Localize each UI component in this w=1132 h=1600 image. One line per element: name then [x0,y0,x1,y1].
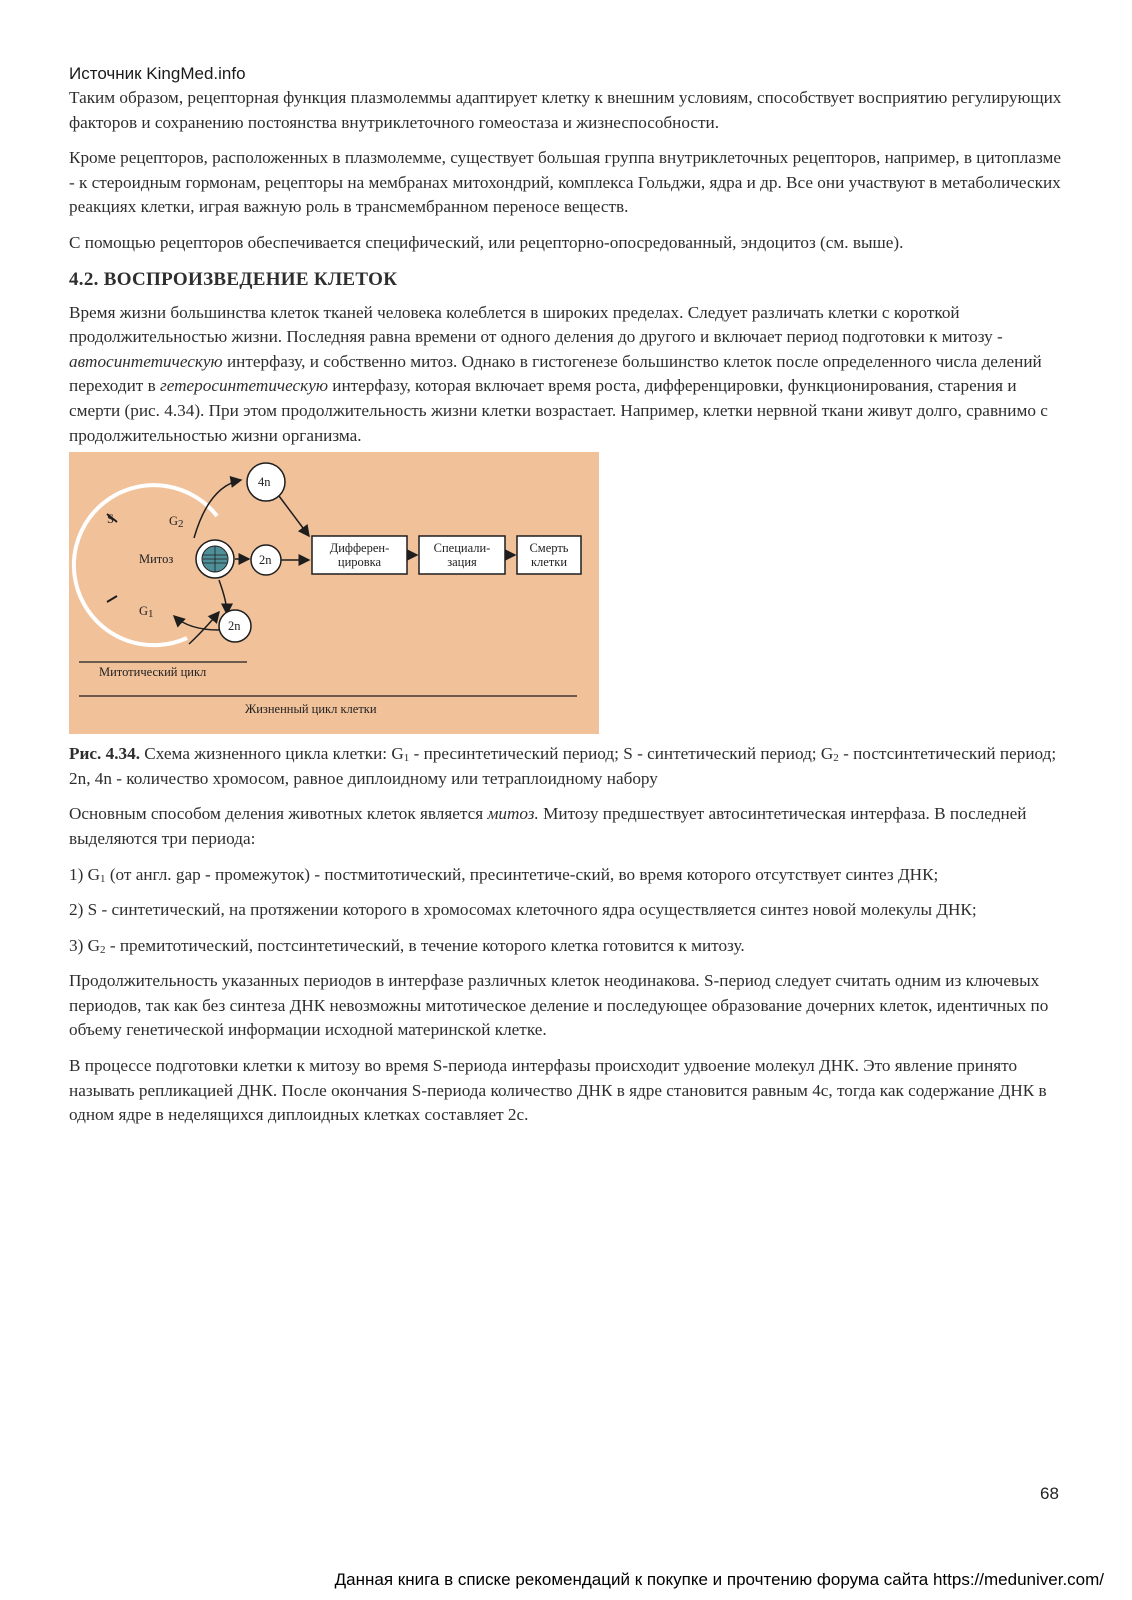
paragraph-dna-replication: В процессе подготовки клетки к митозу во время S-периода интерфазы происходит удвоение молекул ДНК. Это явление принято называть репликацией ДНК. После окончания S-периода количество ДНК в ядре становится равным 4c, тогда как содержание ДНК в одном ядре в неделящихся диплоидных клетках составляет 2c. [69,1056,1047,1125]
source-line: Источник KingMed.info [69,64,246,83]
label-cell-death: Смерть клетки [529,541,569,570]
figure-cell-life-cycle [69,452,599,734]
cell-cycle-diagram [69,452,599,734]
arrow-4n-to-differentiation [279,496,309,536]
lifespan-text-c: интерфазу, которая включает время роста, дифференцировки, функционирования, старения и смерти (рис. 4.34). При этом продолжительность жизни клетки возрастает. Например, клетки нервной ткани живут долго, сравнимо с продолжительностью жизни организма. [69,376,1048,445]
paragraph-endocytosis: С помощью рецепторов обеспечивается специфический, или рецепторно-опосредованный, эндоцитоз (см. выше). [69,232,904,252]
term-heterosynthetic: гетеросинтетическую [160,376,328,396]
label-life-cycle: Жизненный цикл клетки [245,702,377,717]
footer-notice: Данная книга в списке рекомендаций к покупке и прочтению форума сайта https://meduniver.com/ [334,1570,1104,1589]
caption-label: Рис. 4.34. [69,744,140,764]
paragraph-mitosis-intro: Основным способом деления животных клеток является митоз. Митозу предшествует автосинтетическая интерфаза. В последней выделяются три периода: [69,804,1027,848]
label-mitosis: Митоз [139,552,174,567]
term-autosynthetic: автосинтетическую [69,351,223,371]
label-s-phase: S [107,512,114,527]
label-node-4n: 4n [258,475,271,490]
figure-caption: Рис. 4.34. Схема жизненного цикла клетки: $G_1$ - пресинтетический период; S - синтетический период; $G_2$ - постсинтетический период; 2n, 4n - количество хромосом, равное диплоидному или тетраплоидному набору [69,744,1057,788]
arrow-2n-to-ring [174,616,219,630]
lifespan-text-a: Время жизни большинства клеток тканей человека колеблется в широких пределах. Следует различать клетки с короткой продолжительностью жизни. Последняя равна времени от одного деления до другого и включает период подготовки к митозу - [69,302,1003,347]
ring-arrow-g1 [189,612,219,644]
paragraph-period-durations: Продолжительность указанных периодов в интерфазе различных клеток неодинакова. S-период следует считать одним из ключевых периодов, так как без синтеза ДНК невозможны митотическое деление и последующее образование дочерних клеток, идентичных по объему генетической информации исходной материнской клетке. [69,971,1049,1040]
label-specialization: Специали- зация [433,541,491,570]
arrow-to-2n-lower [219,580,227,614]
ring-tick-bottom [107,596,117,602]
term-mitosis: митоз. [487,804,539,824]
list-item-g1: 1) $G_1$ (от англ. gap - промежуток) - постмитотический, пресинтетиче-ский, во время которого отсутствует синтез ДНК; [69,864,939,885]
paragraph-receptor-function: Таким образом, рецепторная функция плазмолеммы адаптирует клетку к внешним условиям, способствует восприятию регулирующих факторов и сохранению постоянства внутриклеточного гомеостаза и жизнеспособности. [69,88,1062,132]
list-item-g2: 3) $G_2$ - премитотический, постсинтетический, в течение которого клетка готовится к митозу. [69,935,745,956]
label-g2-phase: $G_2$ [169,514,184,531]
label-node-2n-low: 2n [228,619,241,634]
label-g1-phase: $G_1$ [139,604,154,621]
paragraph-intracellular-receptors: Кроме рецепторов, расположенных в плазмолемме, существует большая группа внутриклеточных рецепторов, например, в цитоплазме - к стероидным гормонам, рецепторы на мембранах митохондрий, комплекса Гольджи, ядра и др. Все они участвуют в метаболических реакциях клетки, играя важную роль в трансмембранном переносе веществ. [69,148,1062,217]
label-mitotic-cycle: Митотический цикл [99,665,207,680]
arrow-to-4n [194,480,241,538]
label-differentiation: Дифферен- цировка [329,541,390,570]
lifespan-text-b: интерфазу, и собственно митоз. Однако в гистогенезе большинство клеток после определенного числа делений переходит в [69,351,1042,396]
document-page [69,62,1069,1139]
page-number: 68 [1040,1484,1059,1503]
label-node-2n-mid: 2n [259,553,272,568]
section-heading: 4.2. ВОСПРОИЗВЕДЕНИЕ КЛЕТОК [69,268,398,290]
paragraph-cell-lifespan [69,301,1069,449]
list-item-s: 2) S - синтетический, на протяжении которого в хромосомах клеточного ядра осуществляется синтез новой молекулы ДНК; [69,900,977,920]
